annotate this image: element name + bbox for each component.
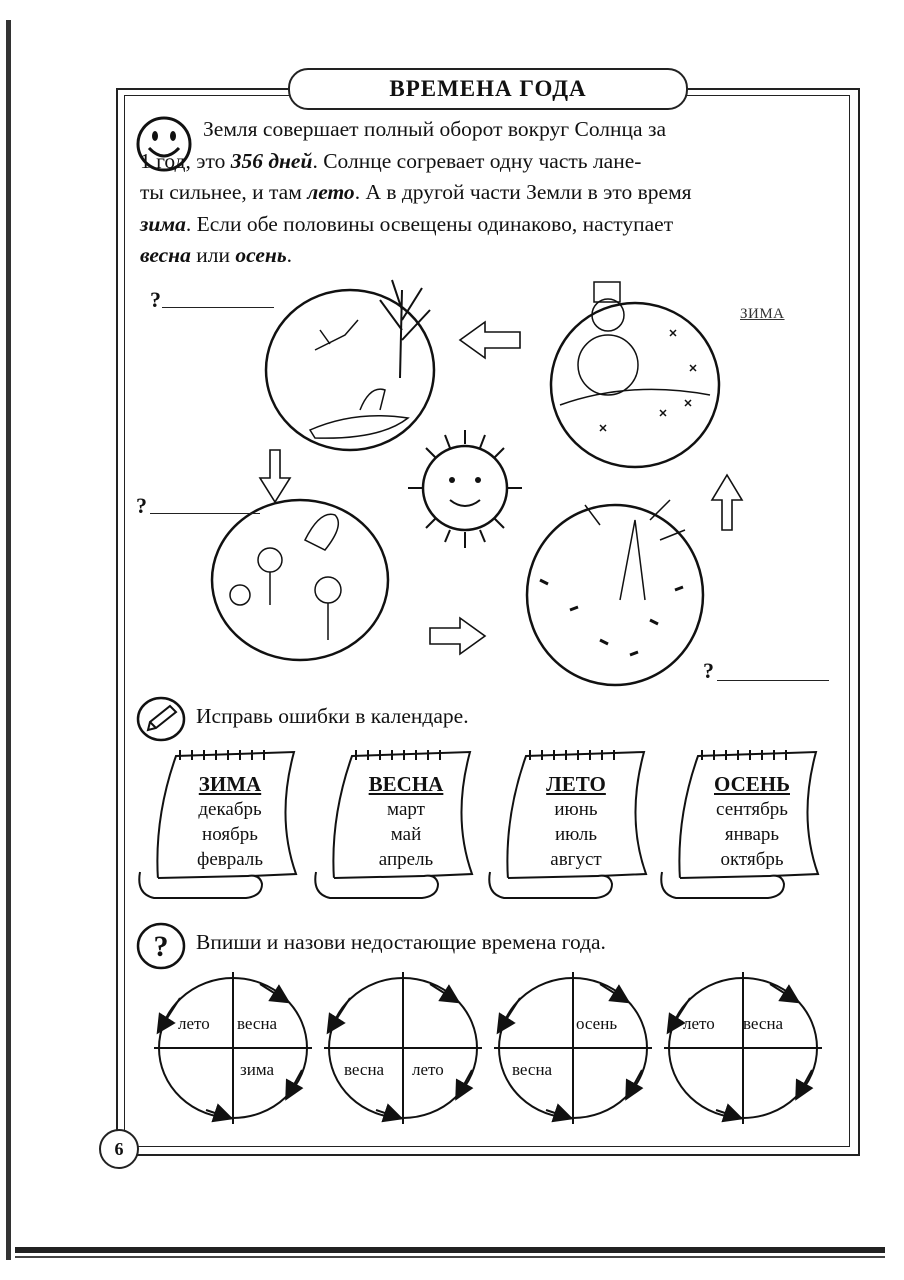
answer-line-spring[interactable] (162, 307, 274, 308)
calendar-title: ЛЕТО (546, 772, 606, 796)
arrow-icon (712, 475, 742, 530)
task-fill-seasons: Впиши и назови недостающие времена года. (196, 930, 606, 954)
season-wheel (154, 972, 312, 1124)
winter-picture (551, 282, 719, 467)
calendar-month[interactable]: январь (724, 824, 780, 845)
svg-text:?: ? (153, 930, 169, 963)
question-mark-autumn: ? (703, 658, 714, 683)
calendar-month[interactable]: сентябрь (716, 799, 788, 820)
page-title: ВРЕМЕНА ГОДА (288, 68, 688, 110)
bottom-rule-thin (15, 1256, 885, 1258)
page-number: 6 (99, 1129, 139, 1169)
sun-icon (408, 430, 522, 548)
arrow-icon (460, 322, 520, 358)
calendar-spring (346, 772, 466, 872)
calendar-winter (170, 772, 290, 872)
wheel-1-bottom-right[interactable]: зима (240, 1060, 274, 1079)
arrow-icon (430, 618, 485, 654)
calendar-month[interactable]: июль (554, 824, 598, 845)
season-wheel (664, 972, 822, 1124)
wheel-4-top-left[interactable]: лето (683, 1014, 715, 1033)
bottom-rule (15, 1247, 885, 1253)
calendar-month[interactable]: май (390, 824, 422, 845)
page-edge-rule (6, 20, 11, 1260)
seasons-diagram (130, 260, 840, 700)
intro-text: Земля совершает полный оборот вокруг Солнца за 1 год, это 356 дней. Солнце согревает одну часть ланe- ты сильнее, и там лето. А в другой части Земли в это время зима. Если обе половины освещены одинаково, наступает весна или осень. (140, 117, 692, 267)
calendar-month[interactable]: август (550, 849, 602, 870)
task-fix-calendar: Исправь ошибки в календаре. (196, 704, 469, 728)
spring-picture (266, 280, 434, 450)
season-wheels (150, 966, 830, 1126)
calendar-month[interactable]: июнь (554, 799, 598, 820)
calendar-month[interactable]: декабрь (198, 799, 262, 820)
wheel-3-top-right[interactable]: осень (576, 1014, 618, 1033)
answer-line-summer[interactable] (150, 513, 260, 514)
autumn-picture (527, 500, 703, 685)
calendar-title: ЗИМА (198, 772, 262, 796)
wheel-2-bottom-right[interactable]: лето (412, 1060, 444, 1079)
calendar-month[interactable]: март (387, 799, 425, 820)
wheel-4-top-right[interactable]: весна (743, 1014, 784, 1033)
calendar-month[interactable]: февраль (197, 849, 263, 870)
wheel-1-top-right[interactable]: весна (237, 1014, 278, 1033)
calendar-autumn (690, 772, 814, 872)
wheel-1-top-left[interactable]: лето (178, 1014, 210, 1033)
calendar-month[interactable]: октябрь (720, 849, 784, 870)
calendar-month[interactable]: ноябрь (202, 824, 258, 845)
answer-line-autumn[interactable] (717, 680, 829, 681)
wheel-3-bottom-left[interactable]: весна (512, 1060, 553, 1079)
season-wheel (324, 972, 482, 1124)
pencil-icon (136, 696, 186, 742)
season-wheel (494, 972, 652, 1124)
arrow-icon (260, 450, 290, 502)
winter-answer: ЗИМА (740, 306, 785, 322)
question-mark-summer: ? (136, 493, 147, 518)
calendar-summer (516, 772, 636, 872)
question-mark-spring: ? (150, 287, 161, 312)
calendar-title: ВЕСНА (368, 772, 444, 796)
wheel-2-bottom-left[interactable]: весна (344, 1060, 385, 1079)
calendar-month[interactable]: апрель (378, 849, 434, 870)
question-icon (136, 922, 186, 970)
calendar-title: ОСЕНЬ (714, 772, 790, 796)
summer-picture (212, 500, 388, 660)
